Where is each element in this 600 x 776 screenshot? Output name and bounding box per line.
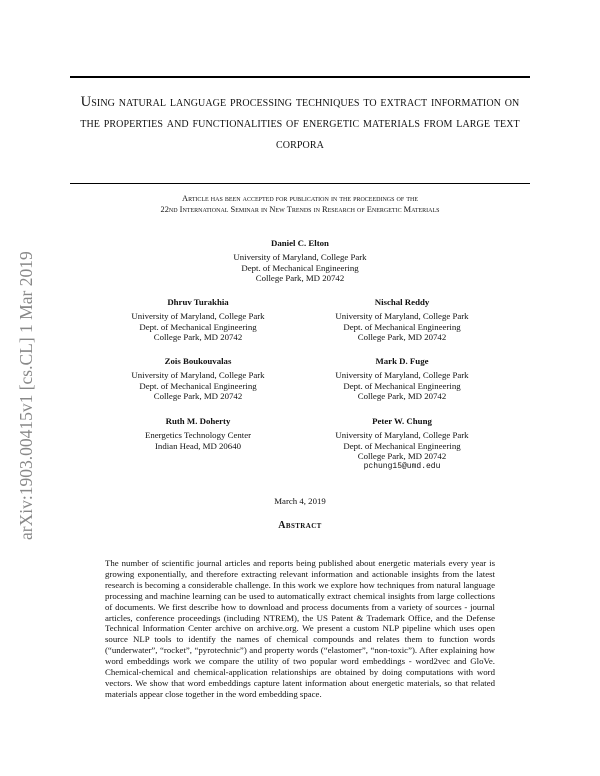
author-name: Daniel C. Elton (271, 238, 329, 248)
author-name: Dhruv Turakhia (167, 297, 229, 307)
author-block-reddy (282, 297, 522, 343)
author-affiliation-line: University of Maryland, College Park (131, 369, 265, 380)
author-block-fuge (282, 356, 522, 402)
author-affiliation-line: University of Maryland, College Park (233, 251, 367, 262)
arxiv-id: arXiv:1903.00415v1 [cs.CL] 1 Mar 2019 (16, 251, 36, 540)
author-affiliation-line: College Park, MD 20742 (357, 451, 447, 462)
author-affiliation-line: College Park, MD 20742 (357, 391, 447, 402)
author-affiliation-line: University of Maryland, College Park (335, 369, 469, 380)
author-affiliation-line: College Park, MD 20742 (153, 332, 243, 343)
notice-line-2: 22nd International Seminar in New Trends in Research of Energetic Materials (160, 205, 440, 214)
author-affiliation-line: University of Maryland, College Park (335, 310, 469, 321)
notice-line-1: Article has been accepted for publication in the proceedings of the (182, 194, 418, 203)
author-name: Peter W. Chung (372, 416, 432, 426)
author-name: Zois Boukouvalas (164, 356, 232, 366)
author-affiliation-line: Indian Head, MD 20640 (155, 440, 241, 451)
author-name: Ruth M. Doherty (165, 416, 231, 426)
author-email-link[interactable]: pchung15@umd.edu (363, 462, 441, 472)
author-affiliation-line: College Park, MD 20742 (357, 332, 447, 343)
author-affiliation-line: Dept. of Mechanical Engineering (139, 380, 257, 391)
author-affiliation-line: Dept. of Mechanical Engineering (241, 262, 359, 273)
author-affiliation-line: University of Maryland, College Park (131, 310, 265, 321)
author-affiliation-line: College Park, MD 20742 (255, 273, 345, 284)
author-affiliation-line: Dept. of Mechanical Engineering (343, 440, 461, 451)
abstract-heading: Abstract (278, 520, 322, 531)
author-affiliation-line: Energetics Technology Center (144, 429, 252, 440)
title-top-rule (70, 76, 530, 78)
author-name: Mark D. Fuge (375, 356, 429, 366)
author-block-chung (282, 416, 522, 473)
author-affiliation-line: Dept. of Mechanical Engineering (343, 380, 461, 391)
author-affiliation-line: College Park, MD 20742 (153, 391, 243, 402)
abstract-body: The number of scientific journal articles and reports being published about energetic materials every year is growing exponentially, and therefore extracting relevant information and actionable insights from the latest research is becoming a considerable challenge. In this work we explore how techniques from natural language processing and machine learning can be used to automatically extract chemical insights from large collections of documents. We first describe how to download and process documents from a variety of sources - journal articles, conference proceedings (including NTREM), the US Patent & Trademark Office, and the Defense Technical Information Center archive on archive.org. We present a custom NLP pipeline which uses open source NLP tools to identify the names of chemical compounds and relates them to function words (“underwater”, “rocket”, “pyrotechnic”) and property words (“elastomer”, “non-toxic”). After explaining how word embeddings work we compare the utility of two popular word embeddings - word2vec and GloVe. Chemical-chemical and chemical-application relationships are obtained by doing computations with word vectors. We show that word embeddings capture latent information about energetic materials, so that related materials appear close together in the word embedding space. (105, 558, 495, 699)
publication-notice (70, 193, 530, 215)
title-bottom-rule (70, 183, 530, 184)
author-affiliation-line: Dept. of Mechanical Engineering (139, 321, 257, 332)
author-affiliation-line: University of Maryland, College Park (335, 429, 469, 440)
paper-date: March 4, 2019 (274, 496, 326, 506)
author-name: Nischal Reddy (374, 297, 430, 307)
author-block-elton (180, 238, 420, 284)
author-affiliation-line: Dept. of Mechanical Engineering (343, 321, 461, 332)
paper-title: Using natural language processing techniques to extract information on the properties and functionalities of energetic materials from large text corpora (80, 94, 520, 152)
